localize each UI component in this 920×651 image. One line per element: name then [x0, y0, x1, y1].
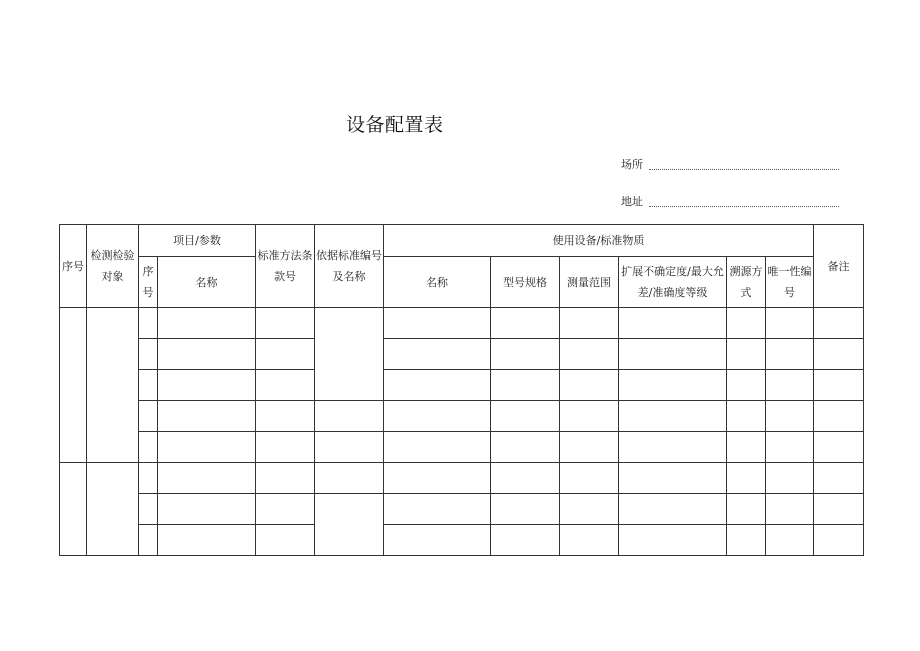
header-equipment-group: 使用设备/标准物质	[384, 225, 814, 257]
eq-range-cell[interactable]	[560, 463, 619, 494]
method-clause-cell[interactable]	[256, 525, 315, 556]
object-cell[interactable]	[87, 463, 139, 556]
eq-name-cell[interactable]	[384, 494, 491, 525]
eq-name-cell[interactable]	[384, 339, 491, 370]
eq-trace-cell[interactable]	[727, 401, 766, 432]
eq-unique-id-cell[interactable]	[766, 525, 814, 556]
item-name-cell[interactable]	[158, 525, 256, 556]
table-row	[60, 339, 864, 370]
seq-cell[interactable]	[60, 463, 87, 556]
header-method-clause: 标准方法条款号	[256, 225, 315, 308]
eq-model-cell[interactable]	[491, 525, 560, 556]
eq-model-cell[interactable]	[491, 308, 560, 339]
item-seq-cell[interactable]	[139, 308, 158, 339]
method-clause-cell[interactable]	[256, 432, 315, 463]
method-clause-cell[interactable]	[256, 401, 315, 432]
eq-trace-cell[interactable]	[727, 432, 766, 463]
eq-model-cell[interactable]	[491, 370, 560, 401]
item-seq-cell[interactable]	[139, 463, 158, 494]
item-name-cell[interactable]	[158, 432, 256, 463]
header-eq-unique-id: 唯一性编号	[766, 257, 814, 308]
eq-name-cell[interactable]	[384, 308, 491, 339]
eq-trace-cell[interactable]	[727, 370, 766, 401]
eq-model-cell[interactable]	[491, 401, 560, 432]
eq-unique-id-cell[interactable]	[766, 308, 814, 339]
table-row	[60, 308, 864, 339]
header-eq-trace: 溯源方式	[727, 257, 766, 308]
table-row	[60, 525, 864, 556]
item-seq-cell[interactable]	[139, 401, 158, 432]
item-name-cell[interactable]	[158, 308, 256, 339]
header-item-name: 名称	[158, 257, 256, 308]
address-field	[621, 193, 841, 209]
header-eq-range: 测量范围	[560, 257, 619, 308]
header-item-group: 项目/参数	[139, 225, 256, 257]
table-row	[60, 494, 864, 525]
header-eq-model: 型号规格	[491, 257, 560, 308]
eq-model-cell[interactable]	[491, 494, 560, 525]
site-underline[interactable]	[649, 169, 839, 170]
header-object: 检测检验对象	[87, 225, 139, 308]
item-seq-cell[interactable]	[139, 339, 158, 370]
item-seq-cell[interactable]	[139, 370, 158, 401]
remark-cell[interactable]	[814, 463, 864, 494]
remark-cell[interactable]	[814, 432, 864, 463]
header-eq-uncertainty: 扩展不确定度/最大允差/准确度等级	[619, 257, 727, 308]
table-row	[60, 370, 864, 401]
method-clause-cell[interactable]	[256, 308, 315, 339]
method-clause-cell[interactable]	[256, 494, 315, 525]
eq-trace-cell[interactable]	[727, 525, 766, 556]
eq-range-cell[interactable]	[560, 339, 619, 370]
equipment-config-table	[59, 224, 864, 556]
eq-uncertainty-cell[interactable]	[619, 401, 727, 432]
eq-name-cell[interactable]	[384, 525, 491, 556]
basis-standard-cell[interactable]	[315, 494, 384, 556]
item-seq-cell[interactable]	[139, 432, 158, 463]
table-row	[60, 401, 864, 432]
eq-uncertainty-cell[interactable]	[619, 494, 727, 525]
eq-name-cell[interactable]	[384, 401, 491, 432]
item-seq-cell[interactable]	[139, 494, 158, 525]
basis-standard-cell[interactable]	[315, 432, 384, 463]
address-label: 地址	[621, 195, 643, 208]
document-title: 设备配置表	[346, 114, 444, 136]
eq-unique-id-cell[interactable]	[766, 370, 814, 401]
item-name-cell[interactable]	[158, 463, 256, 494]
eq-range-cell[interactable]	[560, 401, 619, 432]
site-label: 场所	[621, 158, 643, 171]
item-name-cell[interactable]	[158, 401, 256, 432]
eq-uncertainty-cell[interactable]	[619, 339, 727, 370]
header-basis-standard: 依据标准编号及名称	[315, 225, 384, 308]
eq-trace-cell[interactable]	[727, 339, 766, 370]
table-row	[60, 432, 864, 463]
eq-name-cell[interactable]	[384, 463, 491, 494]
remark-cell[interactable]	[814, 308, 864, 339]
eq-uncertainty-cell[interactable]	[619, 432, 727, 463]
header-eq-name: 名称	[384, 257, 491, 308]
eq-range-cell[interactable]	[560, 525, 619, 556]
eq-uncertainty-cell[interactable]	[619, 525, 727, 556]
basis-standard-cell[interactable]	[315, 308, 384, 401]
eq-trace-cell[interactable]	[727, 494, 766, 525]
eq-range-cell[interactable]	[560, 370, 619, 401]
header-remark: 备注	[814, 225, 864, 308]
item-name-cell[interactable]	[158, 370, 256, 401]
header-item-seq: 序号	[139, 257, 158, 308]
table-row	[60, 463, 864, 494]
eq-unique-id-cell[interactable]	[766, 463, 814, 494]
basis-standard-cell[interactable]	[315, 401, 384, 432]
remark-cell[interactable]	[814, 370, 864, 401]
eq-unique-id-cell[interactable]	[766, 432, 814, 463]
seq-cell[interactable]	[60, 308, 87, 463]
eq-unique-id-cell[interactable]	[766, 494, 814, 525]
eq-range-cell[interactable]	[560, 494, 619, 525]
remark-cell[interactable]	[814, 525, 864, 556]
eq-model-cell[interactable]	[491, 463, 560, 494]
eq-range-cell[interactable]	[560, 432, 619, 463]
eq-name-cell[interactable]	[384, 370, 491, 401]
eq-unique-id-cell[interactable]	[766, 339, 814, 370]
item-name-cell[interactable]	[158, 339, 256, 370]
eq-model-cell[interactable]	[491, 339, 560, 370]
eq-unique-id-cell[interactable]	[766, 401, 814, 432]
site-field	[621, 156, 841, 172]
remark-cell[interactable]	[814, 339, 864, 370]
header-seq: 序号	[60, 225, 87, 308]
item-seq-cell[interactable]	[139, 525, 158, 556]
address-underline[interactable]	[649, 206, 839, 207]
eq-trace-cell[interactable]	[727, 308, 766, 339]
method-clause-cell[interactable]	[256, 463, 315, 494]
remark-cell[interactable]	[814, 401, 864, 432]
remark-cell[interactable]	[814, 494, 864, 525]
method-clause-cell[interactable]	[256, 370, 315, 401]
eq-range-cell[interactable]	[560, 308, 619, 339]
item-name-cell[interactable]	[158, 494, 256, 525]
eq-trace-cell[interactable]	[727, 463, 766, 494]
basis-standard-cell[interactable]	[315, 463, 384, 494]
eq-uncertainty-cell[interactable]	[619, 308, 727, 339]
eq-uncertainty-cell[interactable]	[619, 370, 727, 401]
method-clause-cell[interactable]	[256, 339, 315, 370]
eq-uncertainty-cell[interactable]	[619, 463, 727, 494]
eq-name-cell[interactable]	[384, 432, 491, 463]
eq-model-cell[interactable]	[491, 432, 560, 463]
object-cell[interactable]	[87, 308, 139, 463]
